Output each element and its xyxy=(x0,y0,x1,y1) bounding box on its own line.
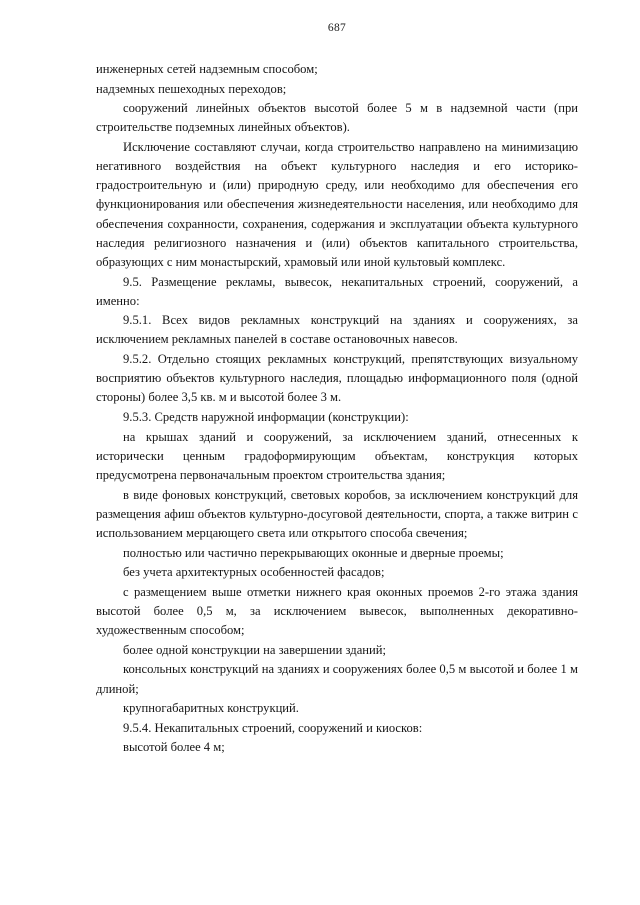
paragraph: высотой более 4 м; xyxy=(123,740,225,755)
paragraph: 9.5.2. Отдельно стоящих рекламных конструкций, препятствующих визуальному восприятию объектов культурного наследия, площадью информационного поля (одной стороны) более 3,5 кв. м и высотой более 3 м. xyxy=(96,352,578,405)
page-body xyxy=(96,60,578,758)
paragraph: в виде фоновых конструкций, световых коробов, за исключением конструкций для размещения афиш объектов культурно-досуговой деятельности, спорта, а также витрин с использованием мерцающего света или открытого способа свечения; xyxy=(96,487,578,540)
paragraph: 9.5.3. Средств наружной информации (конструкции): xyxy=(123,410,409,425)
paragraph: без учета архитектурных особенностей фасадов; xyxy=(123,565,385,580)
paragraph: консольных конструкций на зданиях и сооружениях более 0,5 м высотой и более 1 м длиной; xyxy=(96,662,578,696)
paragraph: сооружений линейных объектов высотой более 5 м в надземной части (при строительстве подземных линейных объектов). xyxy=(96,101,578,135)
paragraph: 9.5. Размещение рекламы, вывесок, некапитальных строений, сооружений, а именно: xyxy=(96,274,578,308)
paragraph: полностью или частично перекрывающих оконные и дверные проемы; xyxy=(123,545,504,560)
paragraph: крупногабаритных конструкций. xyxy=(123,701,299,716)
paragraph: более одной конструкции на завершении зданий; xyxy=(123,642,387,657)
paragraph: на крышах зданий и сооружений, за исключением зданий, отнесенных к исторически ценным градоформирующим объектам, конструкция которых предусмотрена первоначальным проектом строительства здания; xyxy=(96,429,578,482)
paragraph: 9.5.4. Некапитальных строений, сооружений и киосков: xyxy=(123,720,423,735)
paragraph: надземных пешеходных переходов; xyxy=(96,81,287,96)
paragraph: Исключение составляют случаи, когда строительство направлено на минимизацию негативного воздействия на объект культурного наследия и его историко-градостроительную и (или) природную среду, или необходимо для обеспечения его функционирования или обеспечения жизнедеятельности населения, или необходимо для обеспечения сохранности, сохранения, содержания и эксплуатации объекта культурного наследия религиозного назначения и (или) объектов капитального строительства, образующих с ним монастырский, храмовый или иной культовый комплекс. xyxy=(96,140,578,269)
paragraph: с размещением выше отметки нижнего края оконных проемов 2-го этажа здания высотой более 0,5 м, за исключением вывесок, выполненных декоративно-художественным способом; xyxy=(96,584,578,638)
page-number: 687 xyxy=(327,22,347,34)
paragraph: инженерных сетей надземным способом; xyxy=(96,62,318,76)
paragraph: 9.5.1. Всех видов рекламных конструкций на зданиях и сооружениях, за исключением рекламных панелей в составе остановочных навесов. xyxy=(96,313,578,347)
